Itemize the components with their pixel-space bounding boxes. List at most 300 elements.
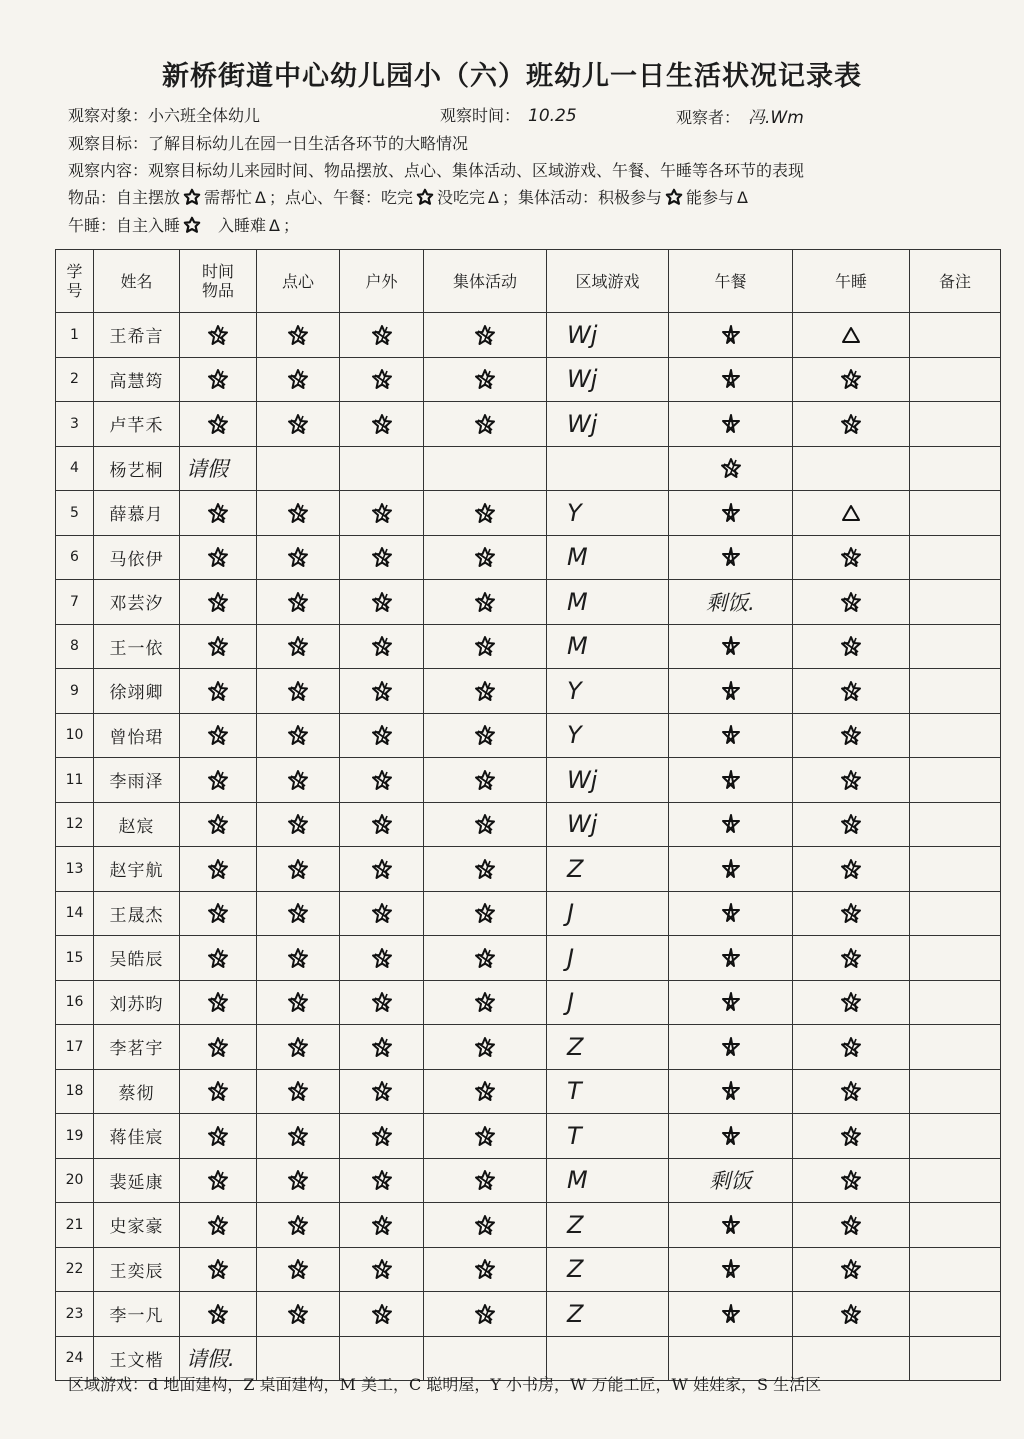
lunch-note: 剩饭. [706, 590, 755, 615]
flower-mark-icon [205, 367, 231, 391]
area-code: M [567, 543, 588, 572]
cell-time-items [180, 802, 257, 847]
flower-mark-icon [838, 590, 864, 614]
cell-group [424, 1025, 547, 1070]
flower-mark-icon [838, 946, 864, 970]
star-mark-icon [718, 501, 744, 525]
flower-mark-icon [205, 1168, 231, 1192]
flower-mark-icon [205, 679, 231, 703]
cell-no: 22 [56, 1247, 94, 1292]
table-row [56, 491, 1001, 536]
table-header-row [56, 250, 1001, 313]
cell-area [547, 313, 669, 358]
cell-lunch [669, 446, 793, 491]
flower-mark-icon [838, 768, 864, 792]
cell-group [424, 1292, 547, 1337]
legend-self-place: 自主摆放 [116, 188, 181, 207]
flower-mark-icon [205, 1213, 231, 1237]
cell-group [424, 980, 547, 1025]
cell-no: 1 [56, 313, 94, 358]
flower-mark-icon [285, 946, 311, 970]
flower-mark-icon [838, 1168, 864, 1192]
cell-name: 刘苏昀 [94, 980, 180, 1025]
cell-no: 8 [56, 624, 94, 669]
table-row [56, 802, 1001, 847]
cell-area [547, 1025, 669, 1070]
cell-lunch [669, 758, 793, 803]
cell-group [424, 580, 547, 625]
cell-area [547, 1292, 669, 1337]
cell-name: 史家豪 [94, 1203, 180, 1248]
area-code: M [567, 587, 588, 616]
flower-mark-icon [285, 857, 311, 881]
flower-mark-icon [838, 990, 864, 1014]
flower-icon [665, 188, 683, 206]
flower-mark-icon [838, 812, 864, 836]
cell-group [424, 758, 547, 803]
cell-nap [793, 802, 910, 847]
cell-name: 裴延康 [94, 1158, 180, 1203]
flower-icon [183, 188, 201, 206]
time-value: 10.25 [528, 106, 577, 126]
cell-remarks [910, 402, 1001, 447]
cell-remarks [910, 1336, 1001, 1381]
cell-outdoor [340, 402, 424, 447]
triangle-icon: Δ [488, 188, 499, 207]
table-row [56, 446, 1001, 491]
observe-content [68, 158, 804, 181]
cell-name: 王一依 [94, 624, 180, 669]
lunch-note: 剩饭 [709, 1169, 752, 1194]
cell-lunch [669, 891, 793, 936]
cell-lunch [669, 713, 793, 758]
cell-lunch [669, 847, 793, 892]
record-table [55, 249, 1001, 1381]
cell-no: 2 [56, 357, 94, 402]
cell-outdoor [340, 758, 424, 803]
flower-mark-icon [838, 901, 864, 925]
cell-group [424, 446, 547, 491]
cell-remarks [910, 1158, 1001, 1203]
flower-mark-icon [369, 723, 395, 747]
flower-mark-icon [285, 679, 311, 703]
cell-remarks [910, 1292, 1001, 1337]
flower-mark-icon [285, 1168, 311, 1192]
cell-remarks [910, 847, 1001, 892]
cell-time-items [180, 713, 257, 758]
flower-mark-icon [718, 456, 744, 480]
cell-nap [793, 1203, 910, 1248]
flower-mark-icon [205, 323, 231, 347]
cell-group [424, 313, 547, 358]
star-mark-icon [718, 367, 744, 391]
content-value: 观察目标幼儿来园时间、物品摆放、点心、集体活动、区域游戏、午餐、午睡等各环节的表现 [148, 161, 805, 180]
flower-mark-icon [472, 812, 498, 836]
flower-mark-icon [472, 1257, 498, 1281]
cell-remarks [910, 535, 1001, 580]
flower-mark-icon [285, 501, 311, 525]
flower-mark-icon [205, 857, 231, 881]
cell-remarks [910, 713, 1001, 758]
area-code: J [567, 943, 575, 972]
cell-outdoor [340, 1114, 424, 1159]
cell-time-items [180, 624, 257, 669]
goal-value: 了解目标幼儿在园一日生活各环节的大略情况 [148, 134, 469, 153]
cell-snack [257, 713, 340, 758]
triangle-icon: Δ [255, 188, 266, 207]
cell-no: 18 [56, 1069, 94, 1114]
cell-group [424, 1158, 547, 1203]
table-row [56, 1247, 1001, 1292]
cell-lunch [669, 535, 793, 580]
cell-snack [257, 491, 340, 536]
cell-no: 24 [56, 1336, 94, 1381]
triangle-mark-icon [838, 323, 864, 347]
cell-lunch [669, 1292, 793, 1337]
observe-goal [68, 131, 468, 154]
star-mark-icon [718, 323, 744, 347]
cell-name: 杨艺桐 [94, 446, 180, 491]
cell-outdoor [340, 624, 424, 669]
flower-mark-icon [285, 1302, 311, 1326]
col-group-label: 集体活动 [452, 271, 517, 291]
legend-group-label: ；集体活动： [502, 188, 599, 207]
area-code: Z [567, 1255, 584, 1284]
cell-outdoor [340, 446, 424, 491]
observer [676, 103, 804, 128]
cell-name: 吴皓辰 [94, 936, 180, 981]
cell-nap [793, 357, 910, 402]
col-header-name [94, 250, 180, 313]
flower-mark-icon [369, 812, 395, 836]
flower-mark-icon [205, 1079, 231, 1103]
flower-mark-icon [472, 323, 498, 347]
cell-remarks [910, 980, 1001, 1025]
flower-mark-icon [205, 634, 231, 658]
flower-mark-icon [285, 545, 311, 569]
cell-remarks [910, 313, 1001, 358]
cell-time-items [180, 580, 257, 625]
cell-remarks [910, 1114, 1001, 1159]
leave-note: 请假. [186, 1347, 235, 1372]
flower-mark-icon [472, 545, 498, 569]
cell-group [424, 1203, 547, 1248]
cell-time-items [180, 891, 257, 936]
flower-mark-icon [472, 1035, 498, 1059]
table-row [56, 1158, 1001, 1203]
legend-hard-sleep: 入睡难 [218, 216, 267, 235]
cell-no: 13 [56, 847, 94, 892]
sheet-title: 新桥街道中心幼儿园小（六）班幼儿一日生活状况记录表 [162, 61, 862, 92]
flower-icon [183, 216, 201, 234]
cell-snack [257, 1203, 340, 1248]
table-row [56, 1069, 1001, 1114]
area-code: Y [567, 498, 582, 527]
cell-remarks [910, 1247, 1001, 1292]
cell-snack [257, 847, 340, 892]
col-area-label: 区域游戏 [575, 271, 640, 291]
flower-mark-icon [369, 1257, 395, 1281]
cell-snack [257, 980, 340, 1025]
area-code: Wj [567, 320, 598, 349]
cell-remarks [910, 669, 1001, 714]
cell-lunch [669, 580, 793, 625]
flower-mark-icon [472, 679, 498, 703]
cell-time-items [180, 669, 257, 714]
cell-group [424, 357, 547, 402]
flower-mark-icon [838, 679, 864, 703]
cell-nap [793, 1025, 910, 1070]
legend-nap-label: 午睡： [68, 216, 117, 235]
cell-remarks [910, 891, 1001, 936]
flower-mark-icon [285, 1257, 311, 1281]
flower-mark-icon [369, 501, 395, 525]
flower-mark-icon [205, 412, 231, 436]
area-code: J [567, 899, 575, 928]
cell-outdoor [340, 357, 424, 402]
cell-no: 6 [56, 535, 94, 580]
flower-mark-icon [838, 1257, 864, 1281]
area-code: Y [567, 721, 582, 750]
legend-finished: 吃完 [381, 188, 414, 207]
cell-name: 赵宇航 [94, 847, 180, 892]
legend-need-help: 需帮忙 [204, 188, 253, 207]
area-code: M [567, 1166, 588, 1195]
star-mark-icon [718, 679, 744, 703]
flower-mark-icon [369, 545, 395, 569]
cell-outdoor [340, 891, 424, 936]
cell-nap [793, 402, 910, 447]
cell-area [547, 357, 669, 402]
cell-area [547, 624, 669, 669]
flower-mark-icon [285, 723, 311, 747]
cell-lunch [669, 1158, 793, 1203]
flower-mark-icon [472, 367, 498, 391]
cell-outdoor [340, 802, 424, 847]
cell-name: 薛慕月 [94, 491, 180, 536]
time-label: 观察时间： [440, 106, 521, 125]
col-remarks-label: 备注 [938, 271, 971, 291]
cell-nap [793, 891, 910, 936]
cell-nap [793, 446, 910, 491]
cell-remarks [910, 624, 1001, 669]
cell-no: 20 [56, 1158, 94, 1203]
star-mark-icon [718, 1124, 744, 1148]
cell-lunch [669, 491, 793, 536]
cell-snack [257, 1292, 340, 1337]
star-mark-icon [718, 634, 744, 658]
flower-mark-icon [369, 679, 395, 703]
area-code: Wj [567, 409, 598, 438]
cell-name: 王希言 [94, 313, 180, 358]
table-row [56, 580, 1001, 625]
cell-area [547, 491, 669, 536]
flower-mark-icon [285, 768, 311, 792]
cell-area [547, 446, 669, 491]
observer-signature: 冯.Wm [748, 108, 804, 128]
star-mark-icon [718, 990, 744, 1014]
cell-area [547, 1203, 669, 1248]
flower-mark-icon [838, 1124, 864, 1148]
flower-mark-icon [205, 901, 231, 925]
col-time-items-label: 时间物品 [201, 262, 234, 300]
cell-lunch [669, 313, 793, 358]
cell-area [547, 980, 669, 1025]
cell-group [424, 402, 547, 447]
cell-time-items [180, 936, 257, 981]
cell-time-items [180, 980, 257, 1025]
cell-group [424, 936, 547, 981]
area-code: Z [567, 1210, 584, 1239]
cell-snack [257, 624, 340, 669]
cell-no: 9 [56, 669, 94, 714]
cell-name: 李雨泽 [94, 758, 180, 803]
cell-outdoor [340, 313, 424, 358]
flower-mark-icon [205, 990, 231, 1014]
cell-group [424, 891, 547, 936]
star-mark-icon [718, 946, 744, 970]
star-mark-icon [718, 857, 744, 881]
flower-mark-icon [205, 768, 231, 792]
cell-time-items [180, 1025, 257, 1070]
cell-outdoor [340, 1292, 424, 1337]
cell-time-items [180, 1114, 257, 1159]
cell-area [547, 669, 669, 714]
flower-mark-icon [369, 1035, 395, 1059]
flower-mark-icon [285, 1035, 311, 1059]
cell-time-items [180, 1292, 257, 1337]
cell-area [547, 535, 669, 580]
star-mark-icon [718, 768, 744, 792]
cell-nap [793, 1247, 910, 1292]
area-code: J [567, 988, 575, 1017]
cell-no: 19 [56, 1114, 94, 1159]
cell-area [547, 713, 669, 758]
flower-mark-icon [205, 723, 231, 747]
area-code: Z [567, 1299, 584, 1328]
cell-name: 李茗宇 [94, 1025, 180, 1070]
flower-mark-icon [205, 590, 231, 614]
star-mark-icon [718, 1257, 744, 1281]
cell-name: 蔡彻 [94, 1069, 180, 1114]
cell-snack [257, 357, 340, 402]
area-code: Y [567, 676, 582, 705]
col-header-nap [793, 250, 910, 313]
flower-mark-icon [472, 768, 498, 792]
cell-area [547, 1247, 669, 1292]
cell-snack [257, 936, 340, 981]
cell-time-items [180, 1158, 257, 1203]
table-row [56, 936, 1001, 981]
cell-group [424, 1247, 547, 1292]
legend-line-1 [68, 185, 751, 208]
flower-mark-icon [205, 1035, 231, 1059]
cell-no: 15 [56, 936, 94, 981]
cell-name: 徐翊卿 [94, 669, 180, 714]
legend-not-finished: 没吃完 [437, 188, 486, 207]
legend-nap-end: ； [283, 216, 300, 235]
table-row [56, 980, 1001, 1025]
flower-mark-icon [472, 412, 498, 436]
content-label: 观察内容： [68, 161, 149, 180]
cell-name: 曾怡珺 [94, 713, 180, 758]
col-snack-label: 点心 [281, 271, 314, 291]
star-mark-icon [718, 1302, 744, 1326]
cell-no: 23 [56, 1292, 94, 1337]
cell-outdoor [340, 1025, 424, 1070]
cell-outdoor [340, 936, 424, 981]
col-header-lunch [669, 250, 793, 313]
area-code: Wj [567, 365, 598, 394]
flower-mark-icon [285, 1124, 311, 1148]
area-code: T [567, 1077, 582, 1106]
flower-mark-icon [369, 590, 395, 614]
flower-mark-icon [369, 768, 395, 792]
flower-mark-icon [472, 857, 498, 881]
flower-mark-icon [838, 1302, 864, 1326]
cell-no: 7 [56, 580, 94, 625]
cell-remarks [910, 1069, 1001, 1114]
cell-remarks [910, 802, 1001, 847]
cell-name: 卢芊禾 [94, 402, 180, 447]
table-row [56, 1025, 1001, 1070]
flower-mark-icon [472, 946, 498, 970]
area-code: Wj [567, 810, 598, 839]
cell-lunch [669, 402, 793, 447]
table-row [56, 1114, 1001, 1159]
cell-name: 蒋佳宸 [94, 1114, 180, 1159]
triangle-mark-icon [838, 501, 864, 525]
leave-note: 请假 [186, 457, 228, 482]
cell-lunch [669, 1114, 793, 1159]
cell-nap [793, 491, 910, 536]
area-code: T [567, 1121, 582, 1150]
col-header-area [547, 250, 669, 313]
cell-no: 5 [56, 491, 94, 536]
cell-nap [793, 713, 910, 758]
flower-mark-icon [285, 634, 311, 658]
cell-group [424, 1069, 547, 1114]
cell-area [547, 802, 669, 847]
cell-nap [793, 1114, 910, 1159]
table-row [56, 1292, 1001, 1337]
cell-nap [793, 758, 910, 803]
cell-outdoor [340, 1158, 424, 1203]
cell-outdoor [340, 491, 424, 536]
flower-mark-icon [285, 812, 311, 836]
star-mark-icon [718, 723, 744, 747]
flower-mark-icon [205, 1302, 231, 1326]
cell-group [424, 535, 547, 580]
legend-snack-lunch: ；点心、午餐： [269, 188, 382, 207]
table-row [56, 669, 1001, 714]
observe-time [440, 103, 577, 126]
cell-outdoor [340, 980, 424, 1025]
cell-snack [257, 1247, 340, 1292]
cell-snack [257, 1025, 340, 1070]
observer-label: 观察者： [676, 108, 741, 127]
cell-lunch [669, 980, 793, 1025]
cell-area [547, 1114, 669, 1159]
cell-lunch [669, 624, 793, 669]
cell-no: 3 [56, 402, 94, 447]
cell-nap [793, 669, 910, 714]
cell-lunch [669, 357, 793, 402]
flower-mark-icon [472, 634, 498, 658]
flower-mark-icon [472, 990, 498, 1014]
cell-group [424, 847, 547, 892]
area-code: Z [567, 1032, 584, 1061]
